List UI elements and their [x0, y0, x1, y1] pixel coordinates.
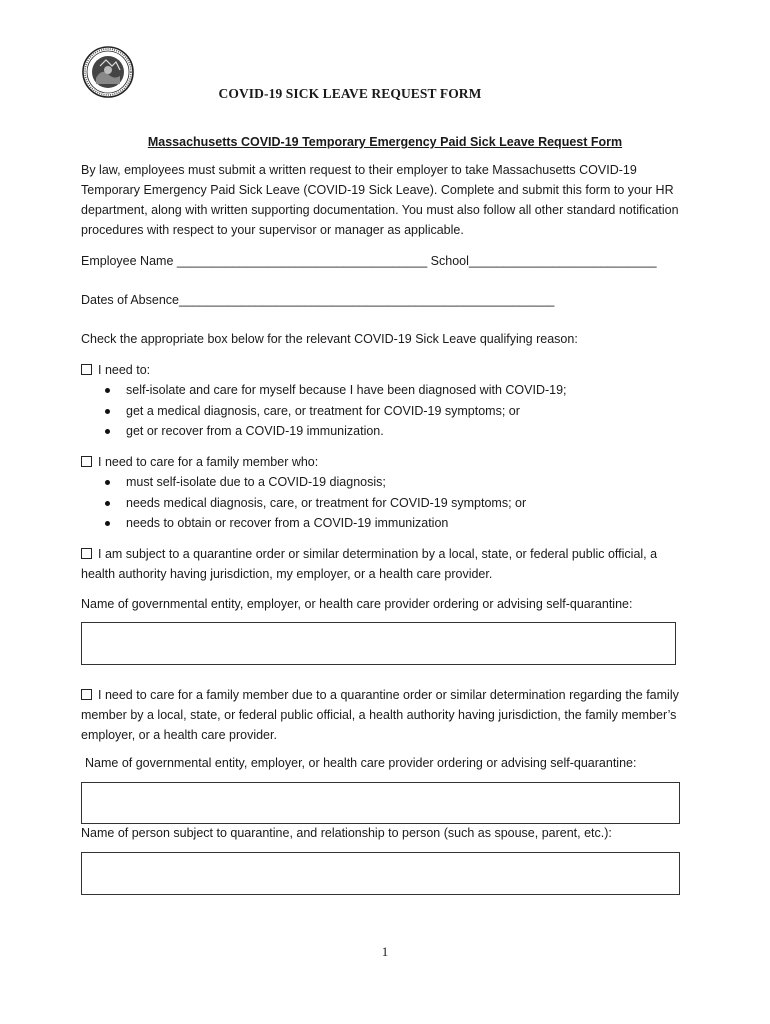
list-item: needs medical diagnosis, care, or treatment for COVID-19 symptoms; or [100, 493, 526, 514]
reason-2 [81, 452, 318, 472]
form-title: COVID-19 SICK LEAVE REQUEST FORM [218, 86, 482, 101]
reason-4-box-label: Name of governmental entity, employer, or health care provider ordering or advising self-quarantine: [85, 756, 637, 770]
employee-name-label: Employee Name [81, 254, 174, 268]
intro-paragraph: By law, employees must submit a written request to their employer to take Massachusetts COVID-19 Temporary Emergency Paid Sick Leave (COVID-19 Sick Leave). Complete and submit this form to your HR department, along with written supporting documentation. You must also follow all other standard notification procedures with respect to your supervisor or manager as applicable. [81, 163, 679, 237]
reason-4-checkbox[interactable] [81, 689, 92, 700]
employee-school-line [81, 251, 657, 271]
instructions: Check the appropriate box below for the relevant COVID-19 Sick Leave qualifying reason: [81, 332, 578, 346]
dates-field[interactable]: ______________________________________________________ [178, 293, 555, 307]
list-item: get or recover from a COVID-19 immunization. [100, 421, 567, 442]
reason-1-label: I need to: [98, 363, 151, 377]
employee-name-field[interactable]: ____________________________________ [176, 254, 428, 268]
school-field[interactable]: ___________________________ [468, 254, 657, 268]
dates-line [81, 290, 554, 310]
list-item: must self-isolate due to a COVID-19 diagnosis; [100, 472, 526, 493]
reason-2-checkbox[interactable] [81, 456, 92, 467]
reason-4 [81, 685, 693, 745]
reason-3-box-label: Name of governmental entity, employer, or health care provider ordering or advising self-quarantine: [81, 597, 633, 611]
list-item: self-isolate and care for myself because I have been diagnosed with COVID-19; [100, 380, 567, 401]
list-item: get a medical diagnosis, care, or treatment for COVID-19 symptoms; or [100, 401, 567, 422]
reason-4-label: I need to care for a family member due to a quarantine order or similar determination regarding the family member by a local, state, or federal public official, a health authority having jurisdiction, the family member’s employer, or a health care provider. [81, 688, 679, 742]
list-item: needs to obtain or recover from a COVID-19 immunization [100, 513, 526, 534]
page-number: 1 [381, 944, 389, 959]
reason-1 [81, 360, 150, 380]
school-label: School [430, 254, 469, 268]
form-subtitle: Massachusetts COVID-19 Temporary Emergency Paid Sick Leave Request Form [147, 135, 623, 149]
quarantined-person-input[interactable] [81, 852, 680, 895]
quarantine-authority-input[interactable] [81, 622, 676, 665]
reason-3 [81, 544, 693, 584]
reason-2-bullets [100, 472, 526, 534]
family-quarantine-authority-input[interactable] [81, 782, 680, 824]
reason-1-checkbox[interactable] [81, 364, 92, 375]
reason-2-label: I need to care for a family member who: [98, 455, 319, 469]
reason-3-checkbox[interactable] [81, 548, 92, 559]
reason-1-bullets [100, 380, 567, 442]
reason-3-label: I am subject to a quarantine order or similar determination by a local, state, or federal public official, a health authority having jurisdiction, my employer, or a health care provider. [81, 547, 658, 581]
dates-label: Dates of Absence [81, 293, 179, 307]
reason-4-box2-label: Name of person subject to quarantine, and relationship to person (such as spouse, parent, etc.): [81, 826, 612, 840]
